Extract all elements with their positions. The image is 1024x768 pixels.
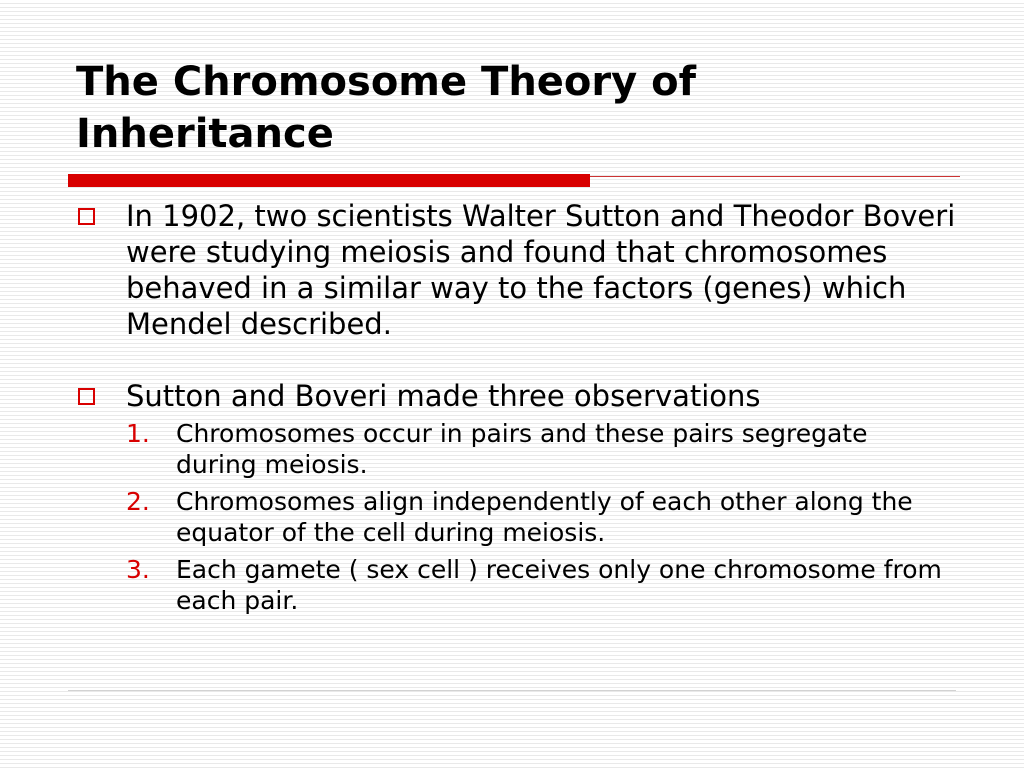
observation-item-1 (126, 418, 956, 480)
observation-item-3 (126, 554, 956, 616)
observation-number-2: 2. (126, 487, 150, 516)
observation-number-3: 3. (126, 555, 150, 584)
observation-text-1: Chromosomes occur in pairs and these pairs segregate during meiosis. (176, 419, 868, 479)
observation-text-3: Each gamete ( sex cell ) receives only one chromosome from each pair. (176, 555, 942, 615)
observation-item-2 (126, 486, 956, 548)
bullet-text-1: In 1902, two scientists Walter Sutton and Theodor Boveri were studying meiosis and found that chromosomes behaved in a similar way to the factors (genes) which Mendel described. (126, 199, 956, 341)
hollow-square-bullet-icon (78, 208, 95, 225)
slide-body (76, 198, 956, 616)
observation-text-2: Chromosomes align independently of each other along the equator of the cell during meiosis. (176, 487, 913, 547)
footer-divider-line (68, 690, 956, 691)
hollow-square-bullet-icon (78, 388, 95, 405)
bullet-item-2 (76, 378, 956, 414)
title-underline-thin-line (590, 176, 960, 177)
observation-number-1: 1. (126, 419, 150, 448)
bullet-item-1 (76, 198, 956, 342)
observations-list (76, 418, 956, 616)
title-underline-red-bar (68, 174, 590, 187)
slide-title: The Chromosome Theory of Inheritance (76, 59, 697, 157)
bullet-text-2: Sutton and Boveri made three observations (126, 379, 761, 413)
